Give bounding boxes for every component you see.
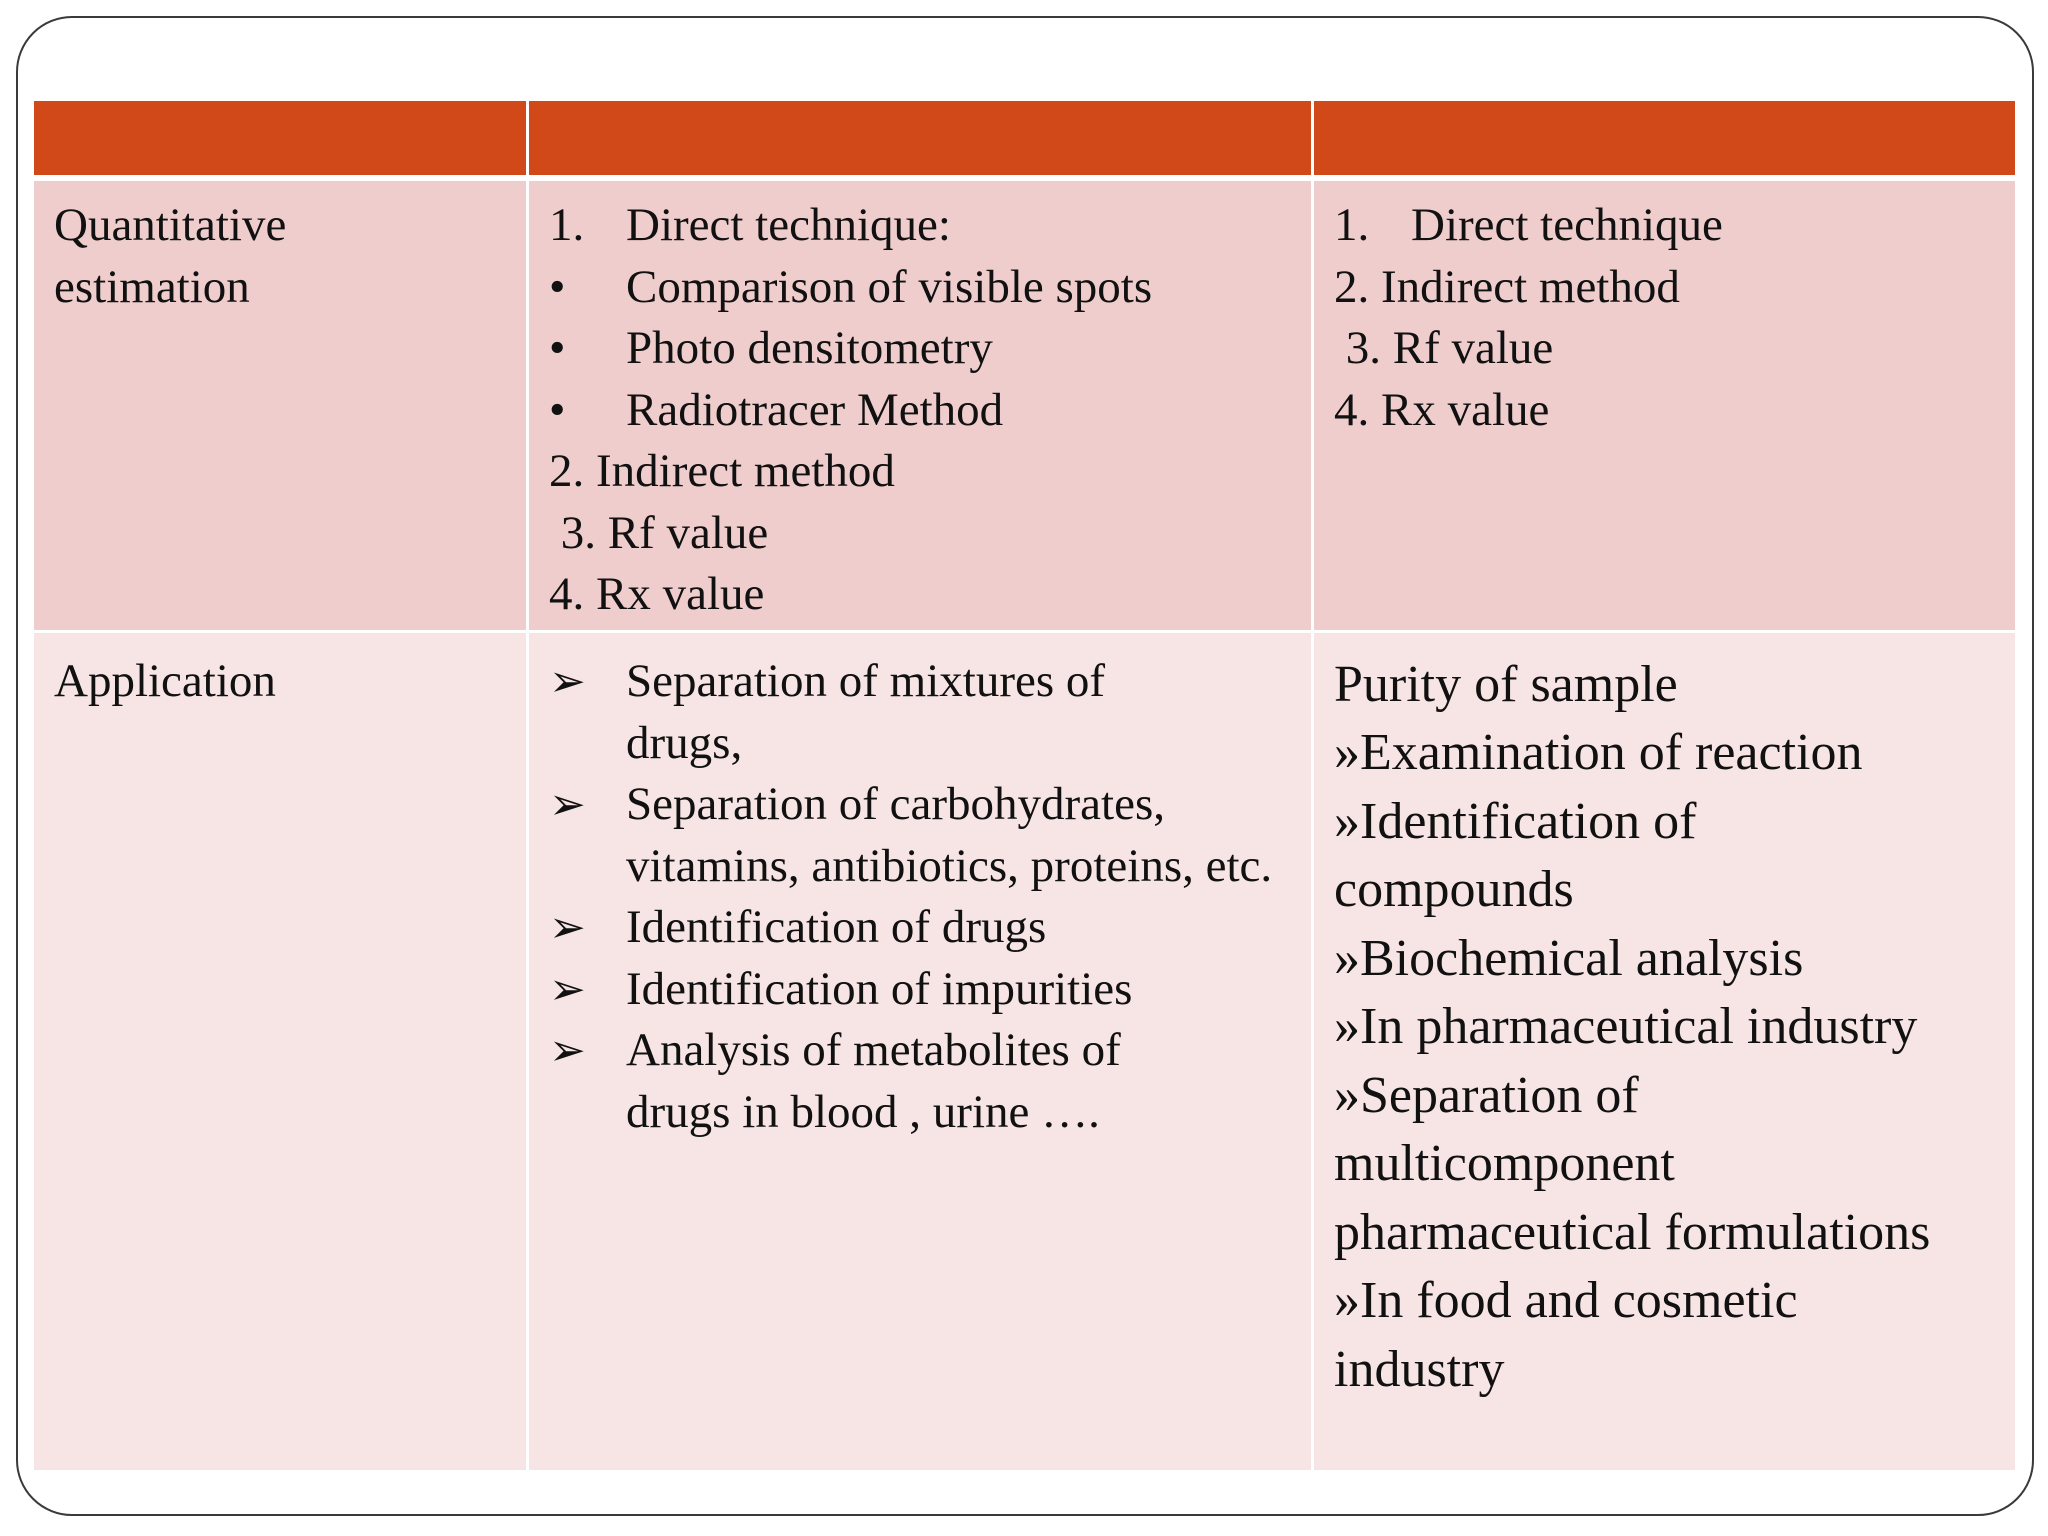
list-line: Purity of sample — [1334, 656, 1678, 713]
list-text: Direct technique — [1411, 199, 1723, 251]
quantitative-col3-cell — [1314, 181, 2015, 633]
list-text: Identification of drugs — [626, 901, 1047, 953]
list-item — [549, 257, 1291, 319]
quantitative-label-cell — [34, 181, 529, 633]
list-item — [549, 318, 1291, 380]
arrow-bullet-icon: ➢ — [549, 657, 586, 706]
list-line: 2. Indirect method — [1334, 260, 1680, 313]
header-cell-3 — [1314, 101, 2015, 181]
arrow-bullet-icon: ➢ — [549, 964, 586, 1014]
row-label: Quantitative estimation — [54, 199, 287, 313]
list-text: Comparison of visible spots — [626, 260, 1153, 313]
arrow-bullet-icon: ➢ — [549, 903, 586, 952]
list-number: 1. — [549, 199, 585, 251]
arrow-bullet-icon: ➢ — [549, 1026, 586, 1075]
arrow-bullet-icon: ➢ — [549, 780, 586, 829]
list-line: »Examination of reaction — [1334, 724, 1863, 781]
list-text: Separation of carbohydrates, vitamins, antibiotics, proteins, etc. — [626, 778, 1273, 892]
list-item — [549, 195, 1291, 257]
list-item — [549, 651, 1291, 774]
list-line: »In pharmaceutical industry — [1334, 998, 1918, 1055]
list-item — [549, 1020, 1291, 1143]
list-line: 3. Rf value — [549, 506, 769, 559]
list-item — [549, 380, 1291, 442]
list-item — [549, 959, 1291, 1021]
list-line: industry — [1334, 1340, 1505, 1398]
bullet-icon: • — [549, 260, 566, 313]
list-line: 4. Rx value — [549, 568, 765, 620]
list-text: Identification of impurities — [626, 962, 1133, 1015]
list-item — [549, 774, 1291, 897]
list-line: 2. Indirect method — [549, 445, 895, 497]
list-line: »Biochemical analysis — [1334, 929, 1804, 987]
list-number: 1. — [1334, 199, 1370, 251]
bullet-icon: • — [549, 383, 566, 436]
list-line: 3. Rf value — [1334, 322, 1554, 374]
quantitative-col2-cell — [529, 181, 1314, 633]
list-line: »Separation of — [1334, 1066, 1639, 1124]
list-line: 4. Rx value — [1334, 383, 1550, 436]
application-col3-cell — [1314, 633, 2015, 1473]
application-col2-cell — [529, 633, 1314, 1473]
list-text: Photo densitometry — [626, 322, 993, 374]
list-line: compounds — [1334, 861, 1574, 918]
header-cell-2 — [529, 101, 1314, 181]
application-label-cell — [34, 633, 529, 1473]
list-text: Separation of mixtures of drugs, — [626, 655, 1106, 769]
row-label: Application — [54, 655, 276, 707]
list-line: multicomponent — [1334, 1135, 1675, 1192]
list-item — [1334, 195, 1995, 257]
list-text: Direct technique: — [626, 199, 951, 251]
list-item — [549, 897, 1291, 959]
list-line: pharmaceutical formulations — [1334, 1203, 1931, 1261]
list-line: »In food and cosmetic — [1334, 1272, 1798, 1329]
header-cell-1 — [34, 101, 529, 181]
list-text: Analysis of metabolites of drugs in blood , urine …. — [626, 1024, 1121, 1138]
comparison-table — [34, 101, 2015, 1473]
bullet-icon: • — [549, 322, 566, 374]
list-text: Radiotracer Method — [626, 383, 1004, 436]
list-line: »Identification of — [1334, 792, 1697, 850]
